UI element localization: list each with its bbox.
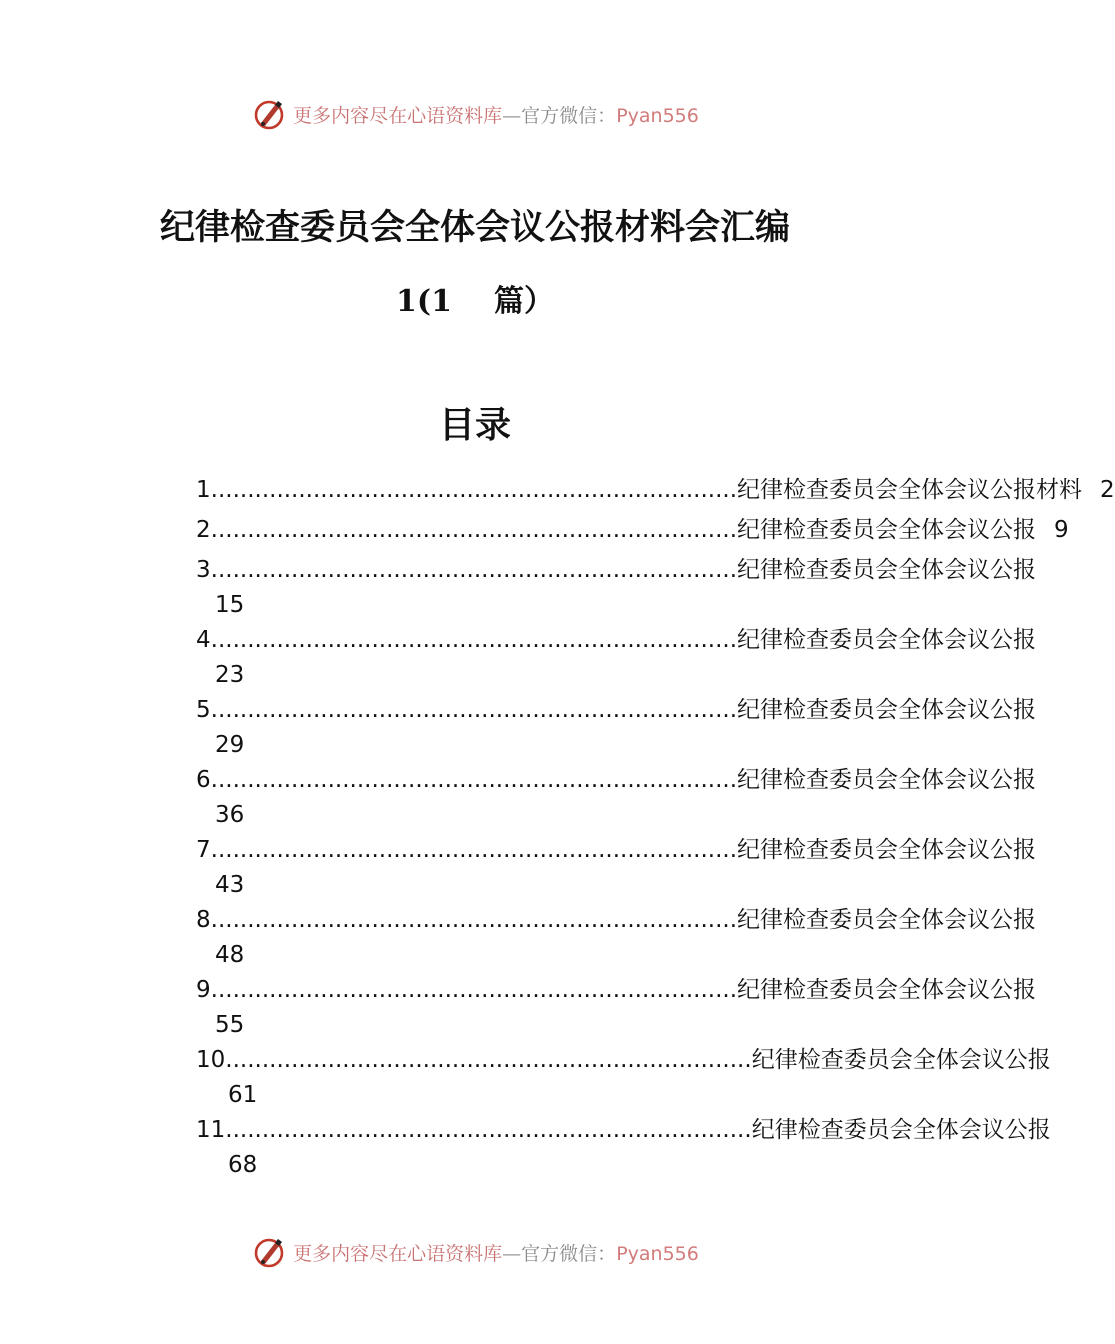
document-title: 纪律检查委员会全体会议公报材料会汇编 [159, 207, 790, 248]
toc-dot-leader: ........................................................................ [210, 557, 738, 583]
toc-entry-number: 5 [196, 697, 211, 723]
toc-entry-title: 纪律检查委员会全体会议公报 [737, 557, 1037, 583]
watermark-label: 更多内容尽在心语资料库 [293, 1242, 503, 1265]
toc-entry-page: 23 [215, 662, 245, 688]
toc-entry[interactable] [196, 620, 1037, 690]
toc-entry[interactable] [196, 830, 1037, 900]
toc-entry-number: 8 [196, 907, 211, 933]
toc-entry-page: 68 [228, 1152, 258, 1178]
toc-dot-leader: ........................................................................ [210, 977, 738, 1003]
toc-dot-leader: ........................................................................ [210, 907, 738, 933]
toc-entry-title: 纪律检查委员会全体会议公报 [751, 1047, 1051, 1073]
toc-entry-number: 7 [196, 837, 211, 863]
toc-entry-page: 36 [215, 802, 245, 828]
toc-entry-title: 纪律检查委员会全体会议公报 [737, 837, 1037, 863]
toc-entry-number: 11 [196, 1117, 226, 1143]
toc-entry-number: 6 [196, 767, 211, 793]
toc-dot-leader: ........................................................................ [210, 837, 738, 863]
toc-entry-page: 15 [215, 592, 245, 618]
subtitle-count: 1 [431, 284, 452, 319]
toc-entry[interactable] [196, 510, 1069, 550]
toc-entry-title: 纪律检查委员会全体会议公报 [737, 767, 1037, 793]
footer-watermark [0, 1232, 950, 1272]
pen-circle-logo-icon [251, 1234, 287, 1270]
toc-entry-title: 纪律检查委员会全体会议公报 [737, 517, 1037, 543]
toc-entry-number: 4 [196, 627, 211, 653]
toc-entry[interactable] [196, 970, 1037, 1040]
toc-entry[interactable] [196, 900, 1037, 970]
watermark-dash: — [502, 104, 522, 127]
toc-entry-page: 2 [1100, 477, 1115, 503]
watermark-label: 更多内容尽在心语资料库 [293, 104, 503, 127]
toc-entry-title: 纪律检查委员会全体会议公报 [737, 697, 1037, 723]
toc-dot-leader: ........................................................................ [225, 1117, 752, 1143]
toc-entry-title: 纪律检查委员会全体会议公报 [737, 627, 1037, 653]
watermark-dash: — [502, 1242, 522, 1265]
toc-entry[interactable] [196, 760, 1037, 830]
toc-dot-leader: ........................................................................ [210, 627, 738, 653]
subtitle-unit: 篇） [493, 284, 554, 319]
toc-entry-title: 纪律检查委员会全体会议公报 [737, 977, 1037, 1003]
toc-dot-leader: ........................................................................ [210, 697, 738, 723]
toc-dot-leader: ........................................................................ [210, 477, 738, 503]
toc-entry-number: 9 [196, 977, 211, 1003]
toc-entry[interactable] [196, 1040, 1051, 1110]
watermark-wechat-label: 官方微信： [521, 1242, 617, 1265]
table-of-contents [196, 470, 1115, 1180]
toc-entry-number: 2 [196, 517, 211, 543]
subtitle-count-open: 1( [396, 284, 432, 319]
header-watermark [0, 94, 950, 134]
watermark-wechat-id: Pyan556 [616, 104, 699, 127]
toc-entry-page: 61 [228, 1082, 258, 1108]
toc-entry-number: 3 [196, 557, 211, 583]
toc-entry-page: 29 [215, 732, 245, 758]
watermark-text [293, 101, 699, 128]
watermark-wechat-id: Pyan556 [616, 1242, 699, 1265]
toc-entry-page: 9 [1054, 517, 1069, 543]
toc-dot-leader: ........................................................................ [225, 1047, 752, 1073]
watermark-wechat-label: 官方微信： [521, 104, 617, 127]
toc-entry-title: 纪律检查委员会全体会议公报 [751, 1117, 1051, 1143]
toc-entry[interactable] [196, 1110, 1051, 1180]
toc-entry-title: 纪律检查委员会全体会议公报 [737, 907, 1037, 933]
toc-entry[interactable] [196, 690, 1037, 760]
toc-dot-leader: ........................................................................ [210, 767, 738, 793]
toc-entry[interactable] [196, 550, 1037, 620]
toc-entry-number: 10 [196, 1047, 226, 1073]
toc-entry-number: 1 [196, 477, 211, 503]
toc-entry-page: 48 [215, 942, 245, 968]
toc-entry-page: 43 [215, 872, 245, 898]
document-subtitle [0, 276, 950, 328]
toc-entry-title: 纪律检查委员会全体会议公报材料 [737, 477, 1083, 503]
toc-heading: 目录 [438, 404, 511, 446]
toc-entry-page: 55 [215, 1012, 245, 1038]
watermark-text [293, 1239, 699, 1266]
toc-dot-leader: ........................................................................ [210, 517, 738, 543]
toc-entry[interactable] [196, 470, 1115, 510]
pen-circle-logo-icon [251, 96, 287, 132]
